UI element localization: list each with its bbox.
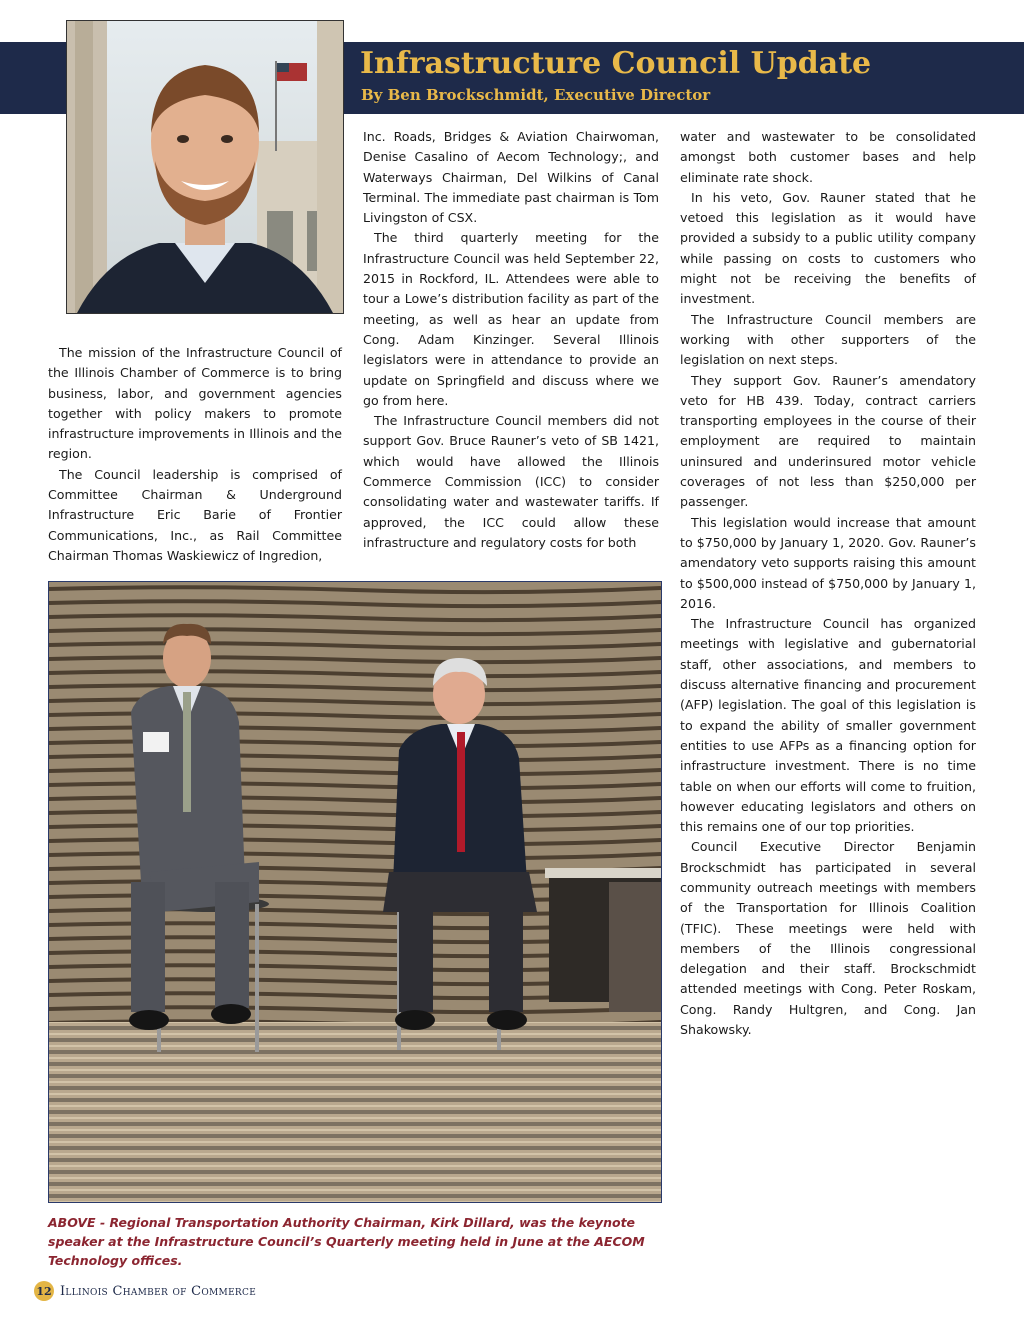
paragraph: The Infrastructure Council has organized meetings with legislative and gubernatorial staff, other associations, and members to discuss alternative financing and procurement (AFP) legislation. The goal of this legislation is to expand the ability of smaller government entities to use AFPs as a financing option for infrastructure investment. There is no time table on when our efforts will come to fruition, however educating legislators and others on this remains one of our top priorities. [680, 616, 976, 835]
paragraph: This legislation would increase that amount to $750,000 by January 1, 2020. Gov. Rauner’s amendatory veto supports raising this amount to $500,000 instead of $750,000 by January 1, 2016. [680, 514, 976, 611]
paragraph: Inc. Roads, Bridges & Aviation Chairwoman, Denise Casalino of Aecom Technology;, and Waterways Chairman, Del Wilkins of Canal Terminal. The immediate past chairman is Tom Livingston of CSX. [363, 129, 659, 226]
article-column-1 [48, 343, 342, 566]
paragraph: They support Gov. Rauner’s amendatory veto for HB 439. Today, contract carriers transporting employees in the course of their employment are required to maintain uninsured and underinsured motor vehicle coverages of not less than $250,000 per passenger. [680, 372, 976, 510]
publication-name: Illinois Chamber of Commerce [60, 1283, 257, 1299]
paragraph: The third quarterly meeting for the Infrastructure Council was held September 22, 2015 in Rockford, IL. Attendees were able to tour a Lowe’s distribution facility as part of the meeting, as well as hear an update from Cong. Adam Kinzinger. Several Illinois legislators were in attendance to provide an update on Springfield and discuss where we go from here. [363, 230, 659, 408]
paragraph: water and wastewater to be consolidated amongst both customer bases and help eliminate rate shock. [680, 129, 976, 185]
photo-caption: ABOVE - Regional Transportation Authority Chairman, Kirk Dillard, was the keynote speaker at the Infrastructure Council’s Quarterly meeting held in June at the AECOM Technology offices. [48, 1215, 645, 1268]
paragraph: Council Executive Director Benjamin Brockschmidt has participated in several community outreach meetings with members of the Transportation for Illinois Coalition (TFIC). These meetings were held with members of the Illinois congressional delegation and their staff. Brockschmidt attended meetings with Cong. Peter Roskam, Cong. Randy Hultgren, and Cong. Jan Shakowsky. [680, 839, 976, 1038]
article-column-3 [680, 127, 976, 1040]
paragraph: The mission of the Infrastructure Council of the Illinois Chamber of Commerce is to bring business, labor, and government agencies together with policy makers to promote infrastructure improvements in Illinois and the region. [48, 345, 342, 462]
paragraph: The Council leadership is comprised of Committee Chairman & Underground Infrastructure Eric Barie of Frontier Communications, Inc., as Rail Committee Chairman Thomas Waskiewicz of Ingredion, [48, 466, 342, 563]
article-column-2 [363, 127, 659, 553]
paragraph: In his veto, Gov. Rauner stated that he vetoed this legislation as it would have provided a subsidy to a public utility company while passing on costs to customers who might not be receiving the benefits of investment. [680, 189, 976, 307]
paragraph: The Infrastructure Council members did not support Gov. Bruce Rauner’s veto of SB 1421, which would have allowed the Illinois Commerce Commission (ICC) to consider consolidating water and wastewater tariffs. If approved, the ICC could allow these infrastructure and regulatory costs for both [363, 413, 659, 550]
article-byline: By Ben Brockschmidt, Executive Director [361, 86, 711, 104]
article-title: Infrastructure Council Update [360, 46, 872, 81]
event-photo [48, 581, 662, 1203]
page-footer [34, 1280, 256, 1302]
portrait-image [67, 21, 343, 313]
page-number: 12 [34, 1281, 54, 1301]
paragraph: The Infrastructure Council members are working with other supporters of the legislation on next steps. [680, 311, 976, 368]
author-portrait [66, 20, 344, 314]
event-photo-image [49, 582, 661, 1202]
